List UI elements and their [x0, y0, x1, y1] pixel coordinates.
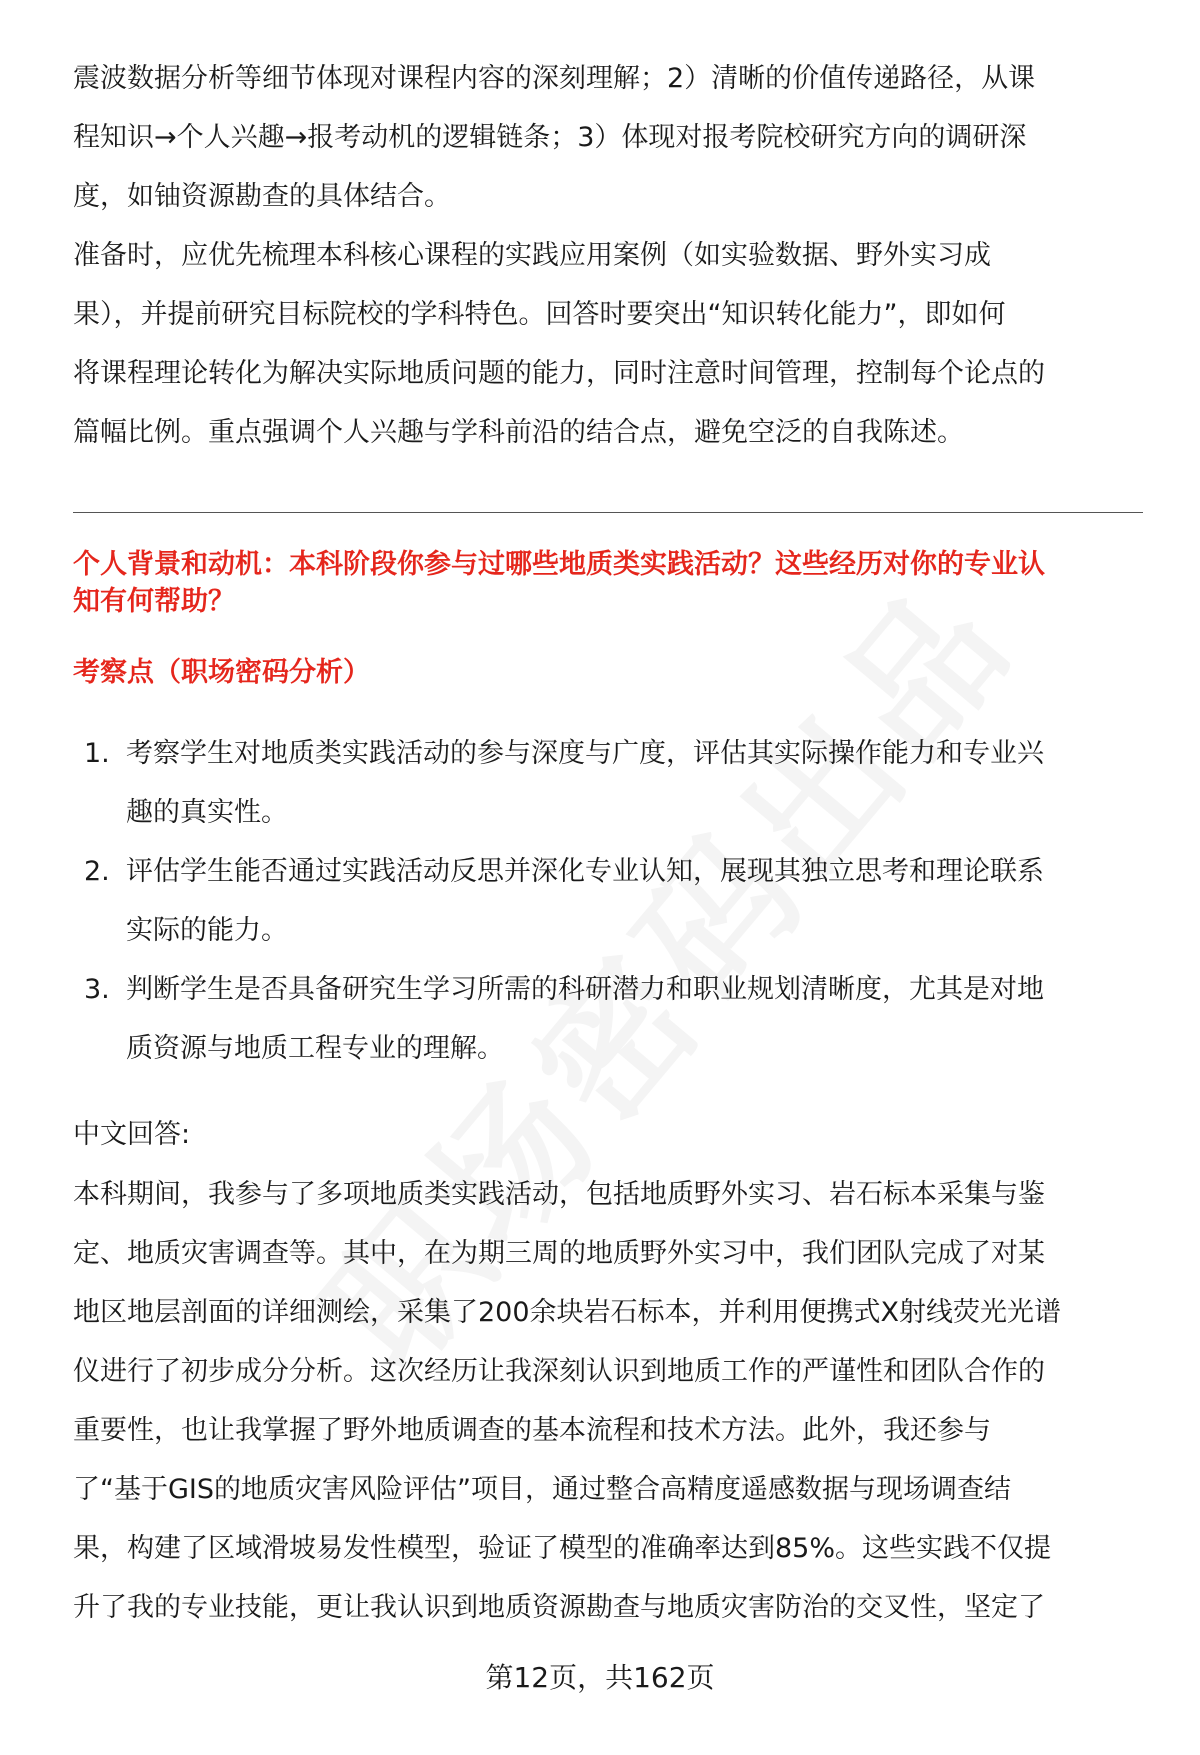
paragraph-line: 篇幅比例。重点强调个人兴趣与学科前沿的结合点，避免空泛的自我陈述。 — [73, 417, 964, 448]
answer-label: 中文回答: — [73, 1119, 191, 1150]
answer-line: 本科期间，我参与了多项地质类实践活动，包括地质野外实习、岩石标本采集与鉴 — [73, 1179, 1045, 1210]
list-item-line: 趣的真实性。 — [126, 797, 288, 828]
list-number: 1. — [84, 738, 110, 769]
list-number: 2. — [84, 856, 110, 887]
list-item-line: 实际的能力。 — [126, 915, 288, 946]
paragraph-line: 度，如铀资源勘查的具体结合。 — [73, 181, 451, 212]
paragraph-line: 准备时，应优先梳理本科核心课程的实践应用案例（如实验数据、野外实习成 — [73, 240, 991, 271]
answer-line: 果，构建了区域滑坡易发性模型，验证了模型的准确率达到85%。这些实践不仅提 — [73, 1533, 1052, 1564]
answer-line: 了“基于GIS的地质灾害风险评估”项目，通过整合高精度遥感数据与现场调查结 — [73, 1474, 1011, 1505]
page-footer: 第12页，共162页 — [485, 1661, 715, 1694]
paragraph-line: 震波数据分析等细节体现对课程内容的深刻理解；2）清晰的价值传递路径，从课 — [73, 63, 1036, 94]
answer-line: 重要性，也让我掌握了野外地质调查的基本流程和技术方法。此外，我还参与 — [73, 1415, 991, 1446]
list-item-line: 评估学生能否通过实践活动反思并深化专业认知，展现其独立思考和理论联系 — [126, 856, 1044, 887]
paragraph-line: 程知识→个人兴趣→报考动机的逻辑链条；3）体现对报考院校研究方向的调研深 — [73, 122, 1027, 153]
answer-line: 仪进行了初步成分分析。这次经历让我深刻认识到地质工作的严谨性和团队合作的 — [73, 1356, 1045, 1387]
list-number: 3. — [84, 974, 110, 1005]
watermark — [269, 531, 1052, 1405]
question-heading: 个人背景和动机：本科阶段你参与过哪些地质类实践活动？这些经历对你的专业认 — [73, 549, 1045, 580]
answer-line: 地区地层剖面的详细测绘，采集了200余块岩石标本，并利用便携式X射线荧光光谱 — [73, 1297, 1062, 1328]
answer-line: 升了我的专业技能，更让我认识到地质资源勘查与地质灾害防治的交叉性，坚定了 — [73, 1592, 1045, 1623]
paragraph-line: 将课程理论转化为解决实际地质问题的能力，同时注意时间管理，控制每个论点的 — [73, 358, 1045, 389]
list-item-line: 判断学生是否具备研究生学习所需的科研潜力和职业规划清晰度，尤其是对地 — [126, 974, 1044, 1005]
list-item-line: 质资源与地质工程专业的理解。 — [126, 1033, 504, 1064]
section-divider — [73, 512, 1143, 513]
exam-points-title: 考察点（职场密码分析） — [73, 657, 370, 688]
paragraph-line: 果），并提前研究目标院校的学科特色。回答时要突出“知识转化能力”，即如何 — [73, 299, 1006, 330]
list-item-line: 考察学生对地质类实践活动的参与深度与广度，评估其实际操作能力和专业兴 — [126, 738, 1044, 769]
question-heading: 知有何帮助？ — [73, 586, 235, 617]
answer-line: 定、地质灾害调查等。其中，在为期三周的地质野外实习中，我们团队完成了对某 — [73, 1238, 1045, 1269]
